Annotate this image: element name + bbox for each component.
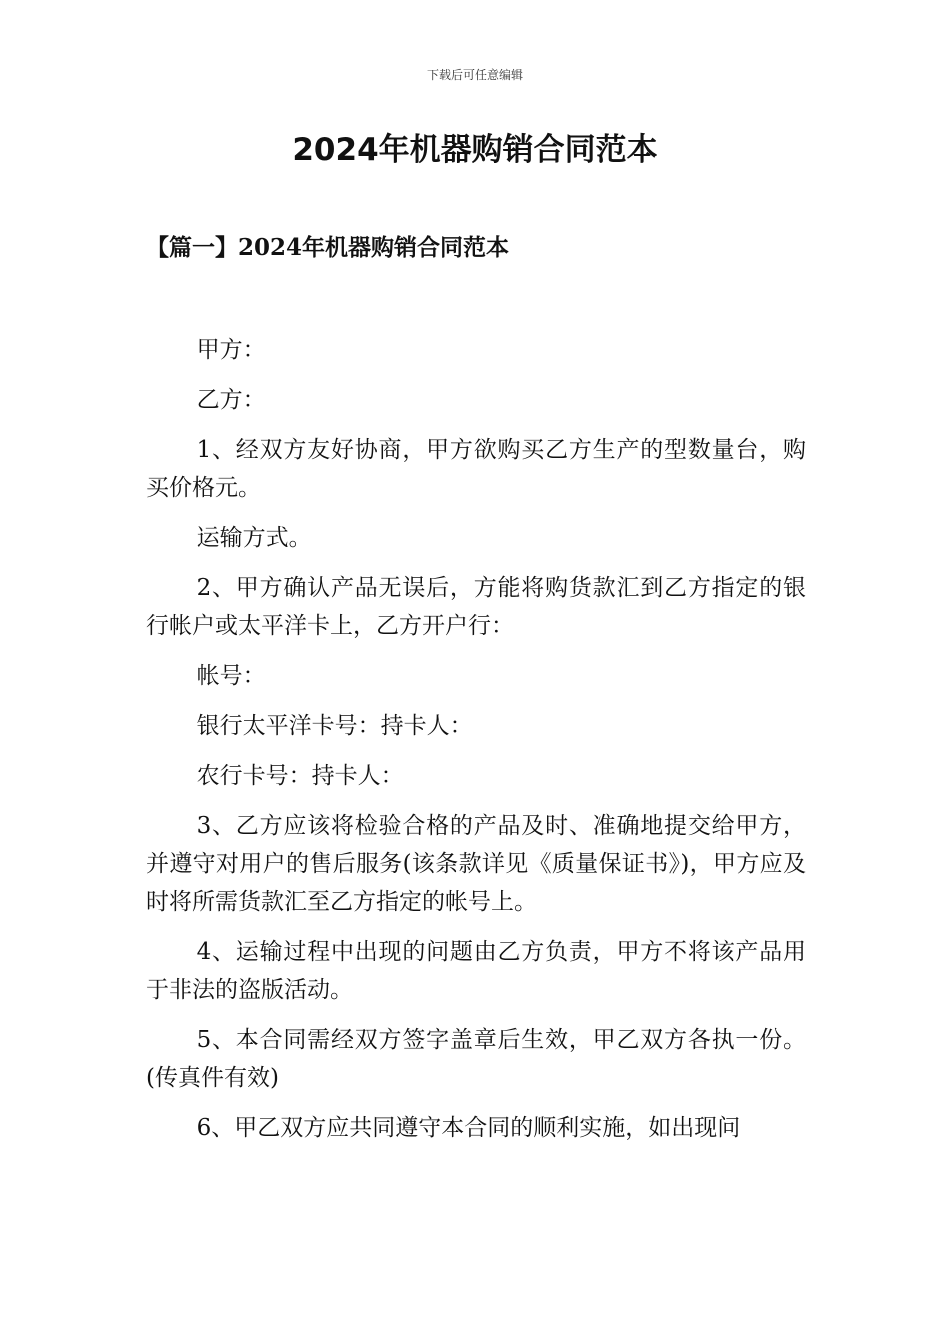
paragraph-transport: 运输方式。 [196,525,312,551]
paragraph-party-b: 乙方： [196,387,266,413]
document-title: 2024年机器购销合同范本 [292,132,658,168]
paragraph-pacific-card: 银行太平洋卡号：持卡人： [196,713,473,739]
paragraph-clause-4: 4、运输过程中出现的问题由乙方负责，甲方不将该产品用于非法的盗版活动。 [146,939,806,1003]
paragraph-clause-1: 1、经双方友好协商，甲方欲购买乙方生产的型数量台，购买价格元。 [146,437,806,501]
paragraph-clause-5: 5、本合同需经双方签字盖章后生效，甲乙双方各执一份。(传真件有效) [146,1027,806,1091]
paragraph-party-a: 甲方： [196,337,266,363]
header-note: 下载后可任意编辑 [426,68,523,82]
paragraph-clause-6: 6、甲乙双方应共同遵守本合同的顺利实施，如出现问 [196,1115,741,1141]
paragraph-account: 帐号： [196,663,266,689]
section-heading: 【篇一】2024年机器购销合同范本 [146,234,510,261]
paragraph-clause-3: 3、乙方应该将检验合格的产品及时、准确地提交给甲方，并遵守对用户的售后服务(该条款详见《质量保证书》)，甲方应及时将所需货款汇至乙方指定的帐号上。 [146,813,806,915]
paragraph-abc-card: 农行卡号：持卡人： [196,763,404,789]
contract-body [146,331,806,1159]
paragraph-clause-2: 2、甲方确认产品无误后，方能将购货款汇到乙方指定的银行帐户或太平洋卡上，乙方开户行： [146,575,806,639]
